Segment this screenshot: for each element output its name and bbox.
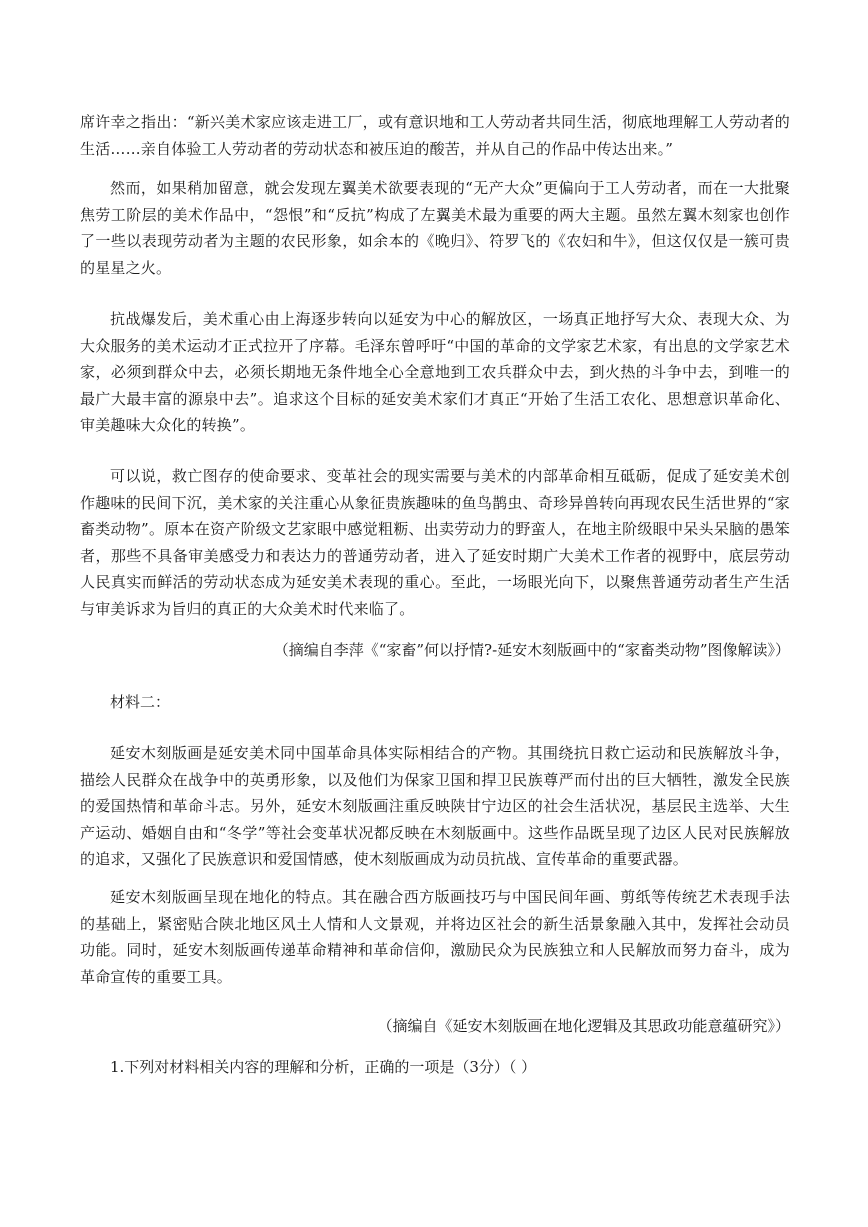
paragraph-1: 席许幸之指出：“新兴美术家应该走进工厂，或有意识地和工人劳动者共同生活，彻底地理解工人劳动者的生活……亲自体验工人劳动者的劳动状态和被压迫的酸苦，并从自己的作品中传达出来。”	[80, 113, 790, 158]
paragraph-3: 抗战爆发后，美术重心由上海逐步转向以延安为中心的解放区，一场真正地抒写大众、表现大众、为大众服务的美术运动才正式拉开了序幕。毛泽东曾呼吁“中国的革命的文学家艺术家，有出息的文学家艺术家，必须到群众中去，必须长期地无条件地全心全意地到工农兵群众中去，到火热的斗争中去，到唯一的最广大最丰富的源泉中去”。追求这个目标的延安美术家们才真正“开始了生活工农化、思想意识革命化、审美趣味大众化的转换”。	[80, 310, 790, 434]
paragraph-6: 延安木刻版画呈现在地化的特点。其在融合西方版画技巧与中国民间年画、剪纸等传统艺术表现手法的基础上，紧密贴合陕北地区风土人情和人文景观，并将边区社会的新生活景象融入其中，发挥社会动员功能。同时，延安木刻版画传递革命精神和革命信仰，激励民众为民族独立和人民解放而努力奋斗，成为革命宣传的重要工具。	[80, 888, 790, 986]
source-citation-2: （摘编自《延安木刻版画在地化逻辑及其思政功能意蕴研究》）	[377, 1017, 790, 1035]
paragraph-2: 然而，如果稍加留意，就会发现左翼美术欲要表现的“无产大众”更偏向于工人劳动者，而在一大批聚焦劳工阶层的美术作品中，“怨恨”和“反抗”构成了左翼美术最为重要的两大主题。虽然左翼木刻家也创作了一些以表现劳动者为主题的农民形象，如余本的《晚归》、符罗飞的《农妇和牛》，但这仅仅是一簇可贵的星星之火。	[80, 179, 790, 277]
paragraph-4: 可以说，救亡图存的使命要求、变革社会的现实需要与美术的内部革命相互砥砺，促成了延安美术创作趣味的民间下沉，美术家的关注重心从象征贵族趣味的鱼鸟鹊虫、奇珍异兽转向再现农民生活世界的“家畜类动物”。原本在资产阶级文艺家眼中感觉粗粝、出卖劳动力的野蛮人，在地主阶级眼中呆头呆脑的愚笨者，那些不具备审美感受力和表达力的普通劳动者，进入了延安时期广大美术工作者的视野中，底层劳动人民真实而鲜活的劳动状态成为延安美术表现的重心。至此，一场眼光向下，以聚焦普通劳动者生产生活与审美诉求为旨归的真正的大众美术时代来临了。	[80, 467, 790, 618]
question-1: 1.下列对材料相关内容的理解和分析，正确的一项是（3分）（ ）	[110, 1058, 537, 1076]
source-citation-1: （摘编自李萍《“家畜”何以抒情?-延安木刻版画中的“家畜类动物”图像解读》）	[273, 641, 790, 659]
material-2-label: 材料二：	[110, 693, 171, 711]
paragraph-5: 延安木刻版画是延安美术同中国革命具体实际相结合的产物。其围绕抗日救亡运动和民族解放斗争，描绘人民群众在战争中的英勇形象，以及他们为保家卫国和捍卫民族尊严而付出的巨大牺牲，激发全民族的爱国热情和革命斗志。另外，延安木刻版画注重反映陕甘宁边区的社会生活状况，基层民主选举、大生产运动、婚姻自由和“冬学”等社会变革状况都反映在木刻版画中。这些作品既呈现了边区人民对民族解放的追求，又强化了民族意识和爱国情感，使木刻版画成为动员抗战、宣传革命的重要武器。	[80, 744, 790, 868]
